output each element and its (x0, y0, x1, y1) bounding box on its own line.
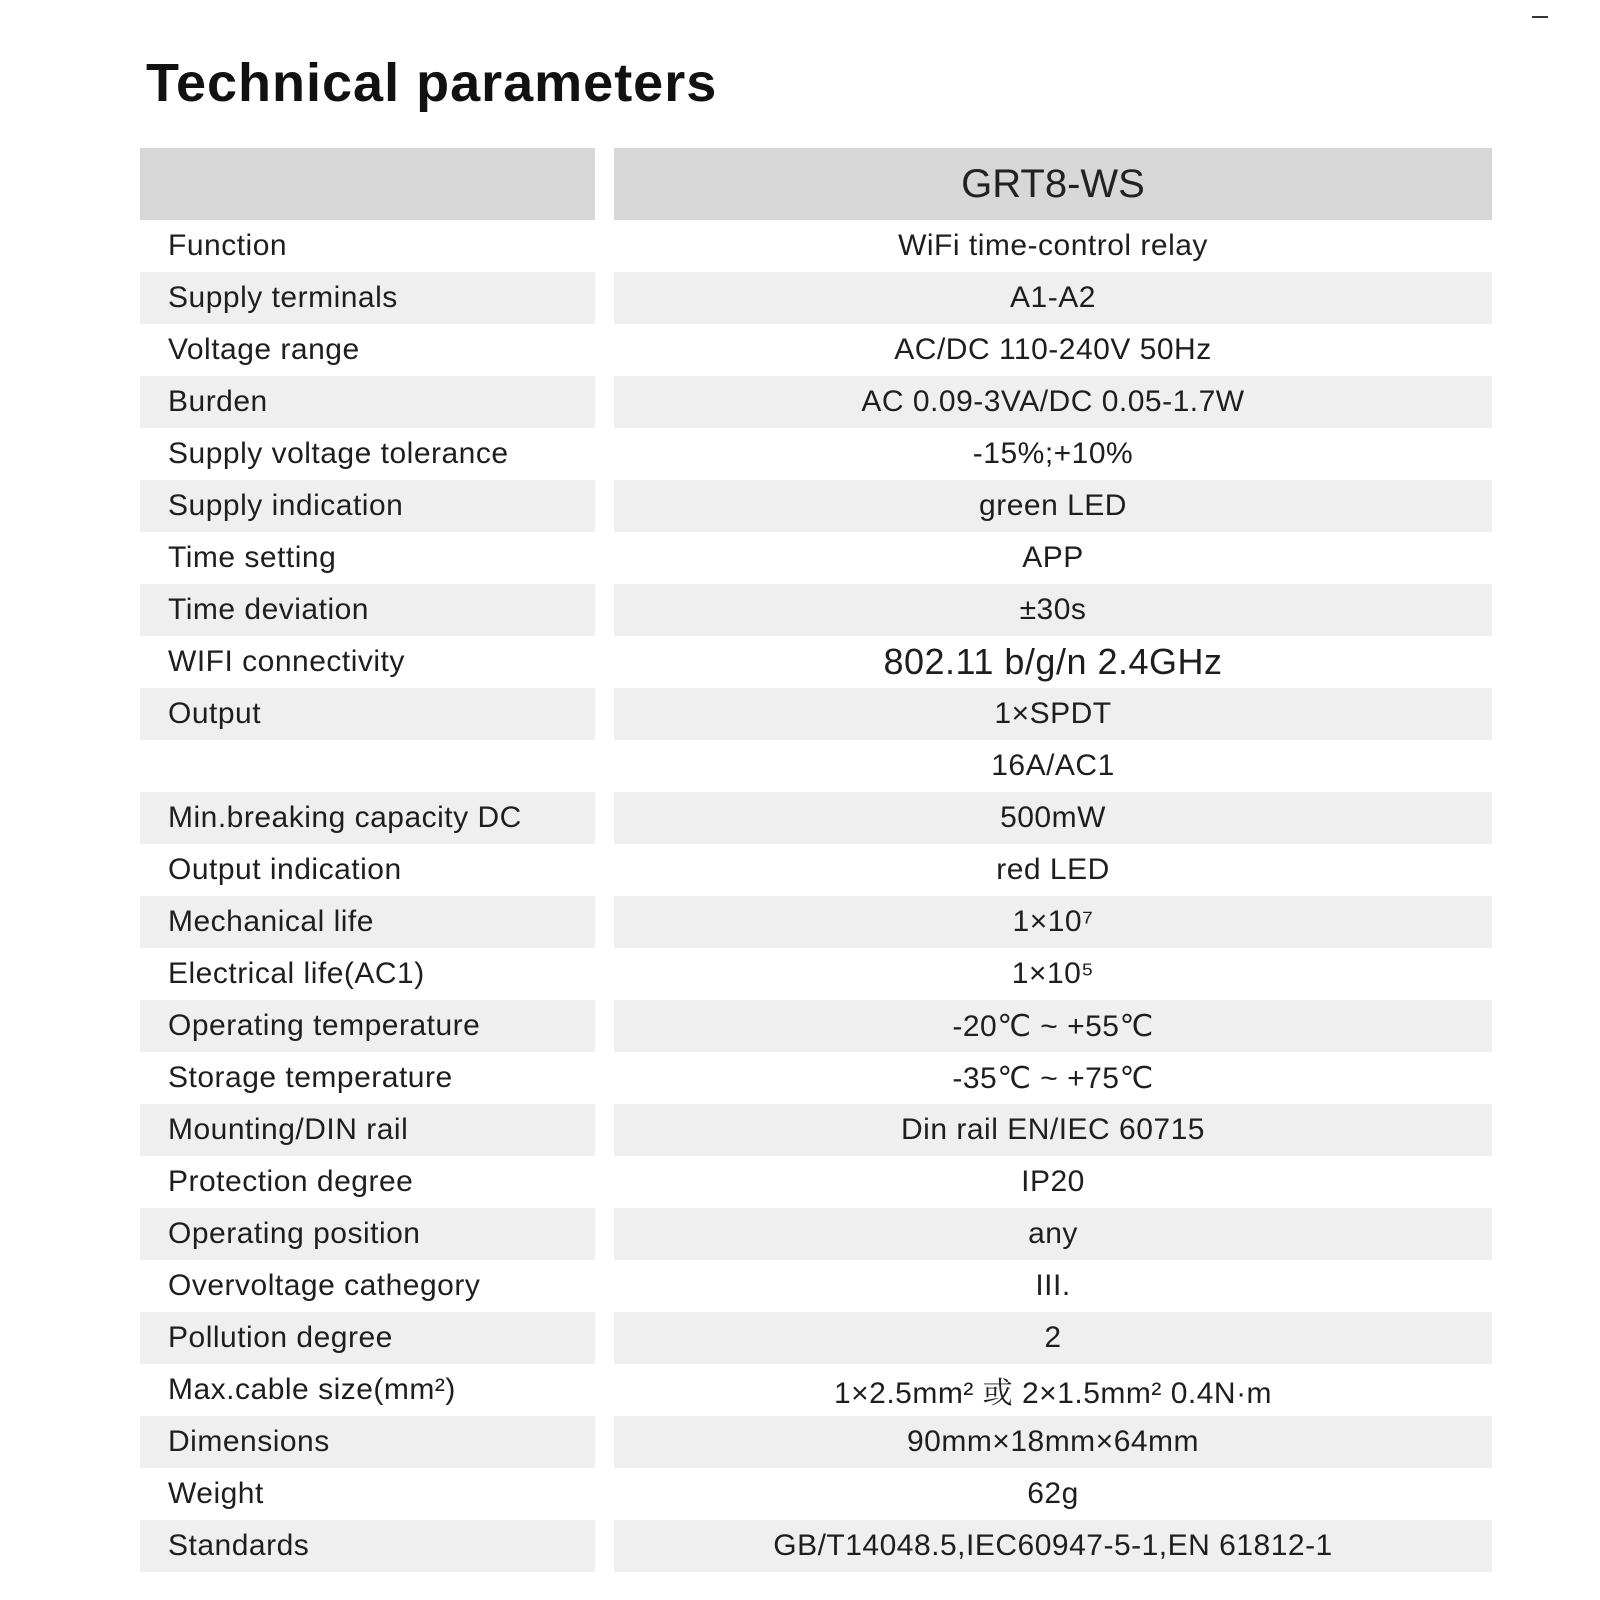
table-row (140, 324, 1492, 376)
param-value: AC 0.09-3VA/DC 0.05-1.7W (614, 376, 1492, 428)
param-label: Time setting (168, 541, 337, 574)
param-value: 1×10⁵ (1011, 957, 1095, 990)
param-label: Supply terminals (140, 272, 595, 324)
param-label: Max.cable size(mm²) (168, 1373, 456, 1406)
param-label: Output indication (168, 853, 402, 886)
param-label: Weight (168, 1477, 264, 1510)
table-row (140, 272, 1492, 324)
param-label: Voltage range (168, 333, 360, 366)
param-value: -20℃ ~ +55℃ (614, 1000, 1492, 1052)
param-value: any (614, 1208, 1492, 1260)
param-value: WiFi time-control relay (898, 229, 1208, 262)
param-value: green LED (614, 480, 1492, 532)
param-label: Mechanical life (140, 896, 595, 948)
param-value: A1-A2 (614, 272, 1492, 324)
param-value: GB/T14048.5,IEC60947-5-1,EN 61812-1 (614, 1520, 1492, 1572)
corner-mark (1532, 16, 1548, 18)
param-label: Overvoltage cathegory (168, 1269, 481, 1302)
table-row (140, 1468, 1492, 1520)
table-row (140, 1520, 1492, 1572)
param-label (140, 740, 595, 792)
page-title: Technical parameters (146, 53, 718, 113)
param-label: Function (168, 229, 288, 262)
table-row (140, 1156, 1492, 1208)
param-label: Mounting/DIN rail (140, 1104, 595, 1156)
param-value: III. (1035, 1269, 1071, 1302)
param-label: Protection degree (168, 1165, 414, 1198)
param-value: -15%;+10% (972, 437, 1134, 470)
param-label: Min.breaking capacity DC (140, 792, 595, 844)
param-value: Din rail EN/IEC 60715 (614, 1104, 1492, 1156)
param-label: Time deviation (140, 584, 595, 636)
table-row (140, 792, 1492, 844)
param-value: 62g (1027, 1477, 1079, 1510)
table-row (140, 428, 1492, 480)
param-value: 90mm×18mm×64mm (614, 1416, 1492, 1468)
table-row (140, 688, 1492, 740)
param-value: 2 (614, 1312, 1492, 1364)
table-row (140, 896, 1492, 948)
param-label: Standards (140, 1520, 595, 1572)
table-row (140, 844, 1492, 896)
param-label: Burden (140, 376, 595, 428)
param-value: 1×2.5mm² 或 2×1.5mm² 0.4N·m (833, 1377, 1273, 1410)
table-row (140, 948, 1492, 1000)
table-row (140, 1052, 1492, 1104)
table-header (140, 148, 1492, 220)
param-value: 500mW (614, 792, 1492, 844)
param-label: Dimensions (140, 1416, 595, 1468)
param-value: 1×SPDT (614, 688, 1492, 740)
table-row (140, 220, 1492, 272)
param-label: Supply voltage tolerance (168, 437, 509, 470)
param-label: Output (140, 688, 595, 740)
param-value: APP (1022, 541, 1084, 574)
param-label: Storage temperature (168, 1061, 453, 1094)
header-blank-cell (140, 148, 595, 220)
table-row (140, 376, 1492, 428)
table-row (140, 740, 1492, 792)
param-label: WIFI connectivity (168, 645, 405, 678)
model-header: GRT8-WS (614, 148, 1492, 220)
param-value: IP20 (1021, 1165, 1085, 1198)
param-label: Pollution degree (140, 1312, 595, 1364)
table-row (140, 532, 1492, 584)
table-row (140, 1208, 1492, 1260)
spec-table (140, 148, 1492, 1572)
table-row (140, 636, 1492, 688)
table-row (140, 584, 1492, 636)
table-row (140, 1104, 1492, 1156)
table-row (140, 1312, 1492, 1364)
param-label: Operating position (140, 1208, 595, 1260)
table-row (140, 1260, 1492, 1312)
param-value: 1×10⁷ (614, 896, 1492, 948)
table-row (140, 1416, 1492, 1468)
param-value: 16A/AC1 (991, 749, 1115, 782)
param-value: red LED (996, 853, 1110, 886)
param-value: 802.11 b/g/n 2.4GHz (883, 641, 1223, 682)
table-row (140, 480, 1492, 532)
table-row (140, 1364, 1492, 1416)
param-value: -35℃ ~ +75℃ (952, 1061, 1154, 1095)
spec-rows (140, 220, 1492, 1572)
param-label: Electrical life(AC1) (168, 957, 425, 990)
param-value: ±30s (614, 584, 1492, 636)
param-label: Operating temperature (140, 1000, 595, 1052)
param-value: AC/DC 110-240V 50Hz (894, 333, 1212, 366)
table-row (140, 1000, 1492, 1052)
param-label: Supply indication (140, 480, 595, 532)
